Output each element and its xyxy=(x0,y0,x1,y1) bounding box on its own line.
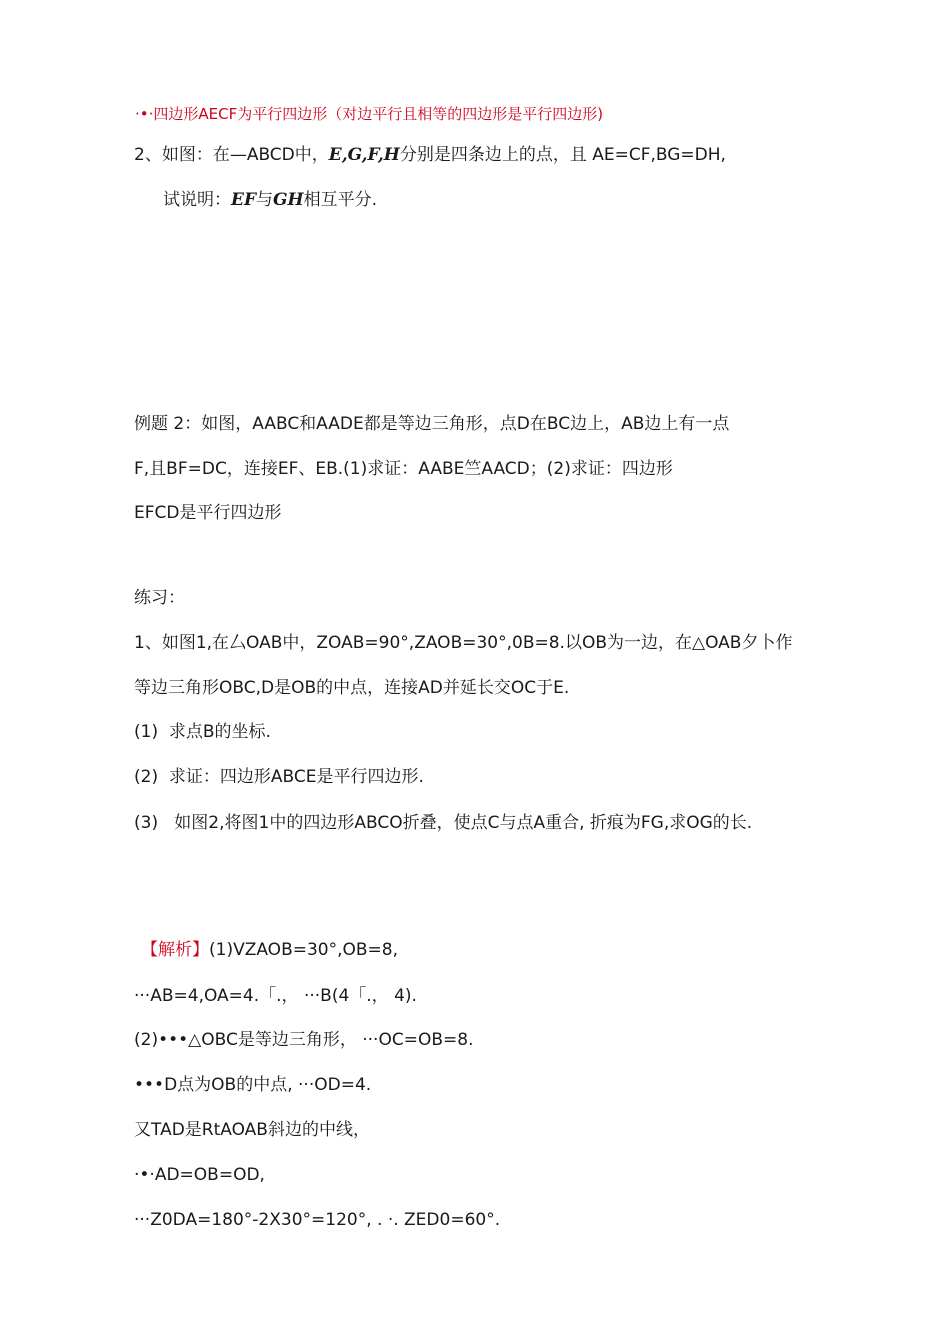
practice-1-line-2: 等边三角形OBC,D是OB的中点，连接AD并延长交OC于E. xyxy=(134,678,570,698)
analysis-line-4: •••D点为OB的中点, ···OD=4. xyxy=(134,1075,372,1095)
q2-prompt: 试说明： xyxy=(163,190,231,210)
practice-1-sub-3: (3) 如图2,将图1中的四边形ABCO折叠，使点C与点A重合, 折痕为FG,求OG的长. xyxy=(134,813,753,833)
q2-segment-ef: EF xyxy=(231,190,257,210)
q2-points: E,G,F,H xyxy=(328,145,400,165)
analysis-line-6: ·•·AD=OB=OD, xyxy=(134,1165,265,1185)
analysis-label: 【解析】 xyxy=(141,940,209,960)
q2-conditions: 分别是四条边上的点，且 AE=CF,BG=DH, xyxy=(399,145,726,165)
analysis-line-2: ···AB=4,OA=4.「.， ···B(4「.， 4). xyxy=(134,986,417,1006)
example-2-line-3: EFCD是平行四边形 xyxy=(134,503,282,523)
q2-segment-gh: GH xyxy=(273,190,304,210)
example-2-line-1: 例题 2：如图，AABC和AADE都是等边三角形，点D在BC边上，AB边上有一点 xyxy=(134,414,730,434)
analysis-step-1: (1)VZAOB=30°,OB=8, xyxy=(209,940,399,960)
example-2-line-2: F,且BF=DC，连接EF、EB.(1)求证：AABE竺AACD；(2)求证：四边形 xyxy=(134,459,673,479)
conclusion-line-red: ·•·四边形AECF为平行四边形（对边平行且相等的四边形是平行四边形) xyxy=(135,105,604,123)
practice-1-sub-2: (2) 求证：四边形ABCE是平行四边形. xyxy=(134,767,424,787)
q2-intro: 2、如图：在—ABCD中， xyxy=(134,145,329,165)
analysis-line-3: (2)•••△OBC是等边三角形， ···OC=OB=8. xyxy=(134,1030,474,1050)
practice-1-line-1: 1、如图1,在厶OAB中，ZOAB=90°,ZAOB=30°,0B=8.以OB为一边，在△OAB夕卜作 xyxy=(134,633,793,653)
question-2-line-1 xyxy=(134,144,726,166)
q2-and: 与 xyxy=(256,190,274,210)
practice-1-sub-1: (1) 求点B的坐标. xyxy=(134,722,271,742)
practice-title: 练习： xyxy=(134,588,185,608)
q2-claim: 相互平分. xyxy=(303,190,378,210)
analysis-line-7: ···Z0DA=180°-2X30°=120°, . ·. ZED0=60°. xyxy=(134,1210,501,1230)
analysis-line-1 xyxy=(141,939,398,961)
question-2-line-2 xyxy=(163,189,377,211)
analysis-line-5: 又TAD是RtAOAB斜边的中线， xyxy=(134,1120,370,1140)
